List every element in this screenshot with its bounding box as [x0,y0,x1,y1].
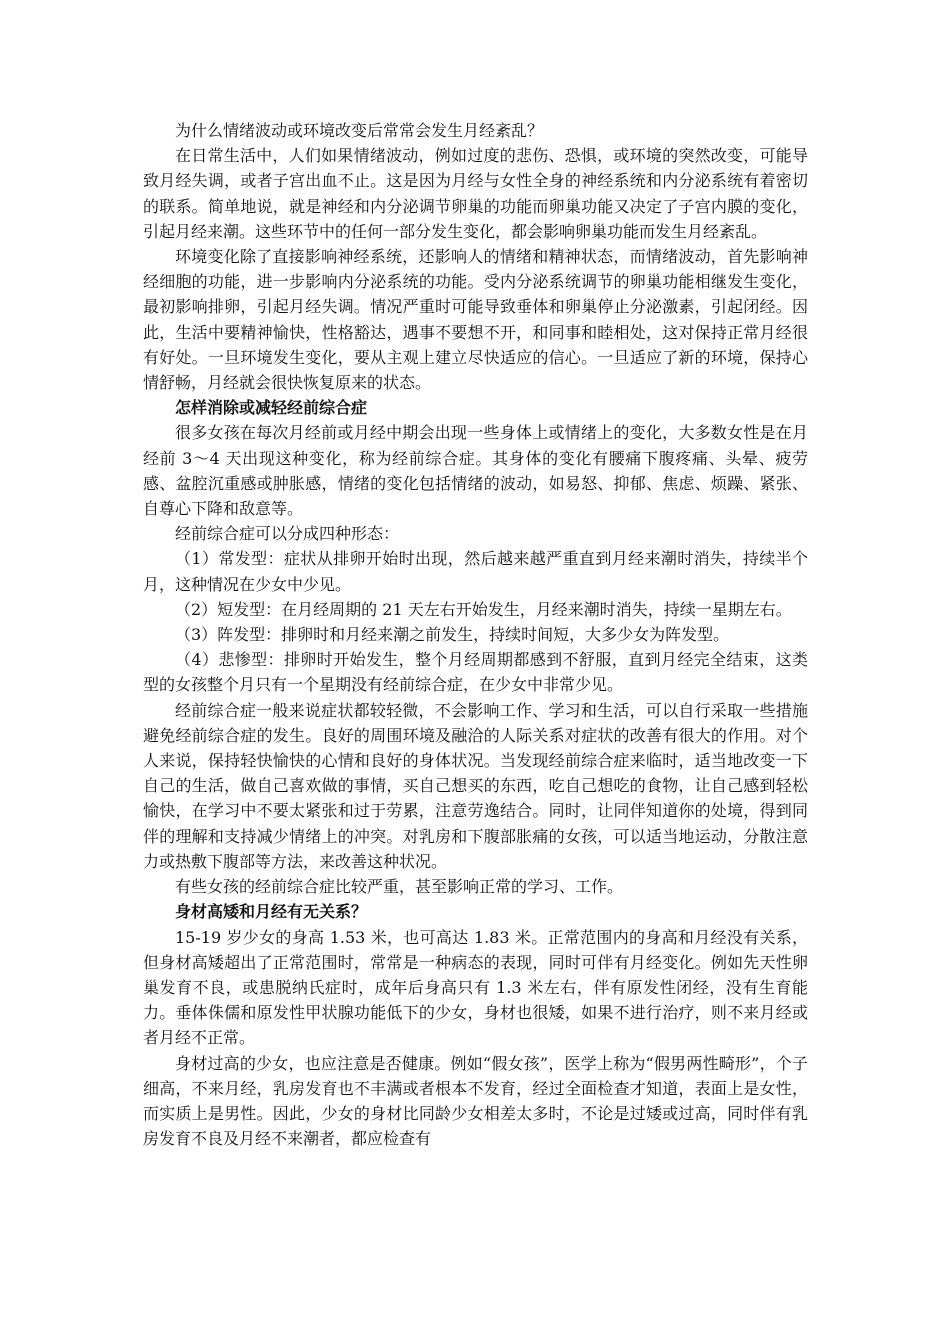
list-item-1: （1）常发型：症状从排卵开始时出现，然后越来越严重直到月经来潮时消失，持续半个月，这种情况在少女中少见。 [143,549,808,594]
paragraph-5: 经前综合症一般来说症状都较轻微，不会影响工作、学习和生活，可以自行采取一些措施避免经前综合症的发生。良好的周围环境及融洽的人际关系对症状的改善有很大的作用。对个人来说，保持轻快愉快的心情和良好的身体状况。当发现经前综合症来临时，适当地改变一下自己的生活，做自己喜欢做的事情，买自己想买的东西，吃自己想吃的食物，让自己感到轻松愉快，在学习中不要太紧张和过于劳累，注意劳逸结合。同时，让同伴知道你的处境，得到同伴的理解和支持减少情绪上的冲突。对乳房和下腹部胀痛的女孩，可以适当地运动，分散注意力或热敷下腹部等方法，来改善这种状况。 [143,700,808,871]
paragraph-4: 经前综合症可以分成四种形态： [175,524,400,544]
paragraph-6: 有些女孩的经前综合症比较严重，甚至影响正常的学习、工作。 [175,877,624,897]
list-item-3: （3）阵发型：排卵时和月经来潮之前发生，持续时间短，大多少女为阵发型。 [175,625,730,645]
document-page [143,118,808,1151]
paragraph-1: 在日常生活中，人们如果情绪波动，例如过度的悲伤、恐惧，或环境的突然改变，可能导致月经失调，或者子宫出血不止。这是因为月经与女性全身的神经系统和内分泌系统有着密切的联系。简单地说，就是神经和内分泌调节卵巢的功能而卵巢功能又决定了子宫内膜的变化，引起月经来潮。这些环节中的任何一部分发生变化，都会影响卵巢功能而发生月经紊乱。 [143,146,808,241]
paragraph-8: 身材过高的少女，也应注意是否健康。例如“假女孩”，医学上称为“假男两性畸形”，个子细高，不来月经，乳房发育也不丰满或者根本不发育，经过全面检查才知道，表面上是女性，而实质上是男性。因此，少女的身材比同龄少女相差太多时，不论是过矮或过高，同时伴有乳房发育不良及月经不来潮者，都应检查有 [143,1053,808,1149]
paragraph-2: 环境变化除了直接影响神经系统，还影响人的情绪和精神状态，而情绪波动，首先影响神经细胞的功能，进一步影响内分泌系统的功能。受内分泌系统调节的卵巢功能相继发生变化，最初影响排卵，引起月经失调。情况严重时可能导致垂体和卵巢停止分泌激素，引起闭经。因此，生活中要精神愉快，性格豁达，遇事不要想不开，和同事和睦相处，这对保持正常月经很有好处。一旦环境发生变化，要从主观上建立尽快适应的信心。一旦适应了新的环境，保持心情舒畅，月经就会很快恢复原来的状态。 [143,247,808,393]
list-item-2: （2）短发型：在月经周期的 21 天左右开始发生，月经来潮时消失，持续一星期左右。 [175,599,792,619]
heading-pms: 怎样消除或减轻经前综合症 [175,398,368,418]
paragraph-3: 很多女孩在每次月经前或月经中期会出现一些身体上或情绪上的变化，大多数女性是在月经前 3～4 天出现这种变化，称为经前综合症。其身体的变化有腰痛下腹疼痛、头晕、疲劳感、盆腔沉重感或肿胀感，情绪的变化包括情绪的波动，如易怒、抑郁、焦虑、烦躁、紧张、自尊心下降和敌意等。 [143,423,808,519]
paragraph-7: 15-19 岁少女的身高 1.53 米，也可高达 1.83 米。正常范围内的身高和月经没有关系，但身材高矮超出了正常范围时，常常是一种病态的表现，同时可伴有月经变化。例如先天性卵巢发育不良，或患脱纳氏症时，成年后身高只有 1.3 米左右，伴有原发性闭经，没有生育能力。垂体侏儒和原发性甲状腺功能低下的少女，身材也很矮，如果不进行治疗，则不来月经或者月经不正常。 [143,927,808,1048]
list-item-4: （4）悲惨型：排卵时开始发生，整个月经周期都感到不舒服，直到月经完全结束，这类型的女孩整个月只有一个星期没有经前综合症，在少女中非常少见。 [143,650,808,695]
title-question: 为什么情绪波动或环境改变后常常会发生月经紊乱？ [175,121,544,140]
heading-height: 身材高矮和月经有无关系？ [175,902,368,922]
